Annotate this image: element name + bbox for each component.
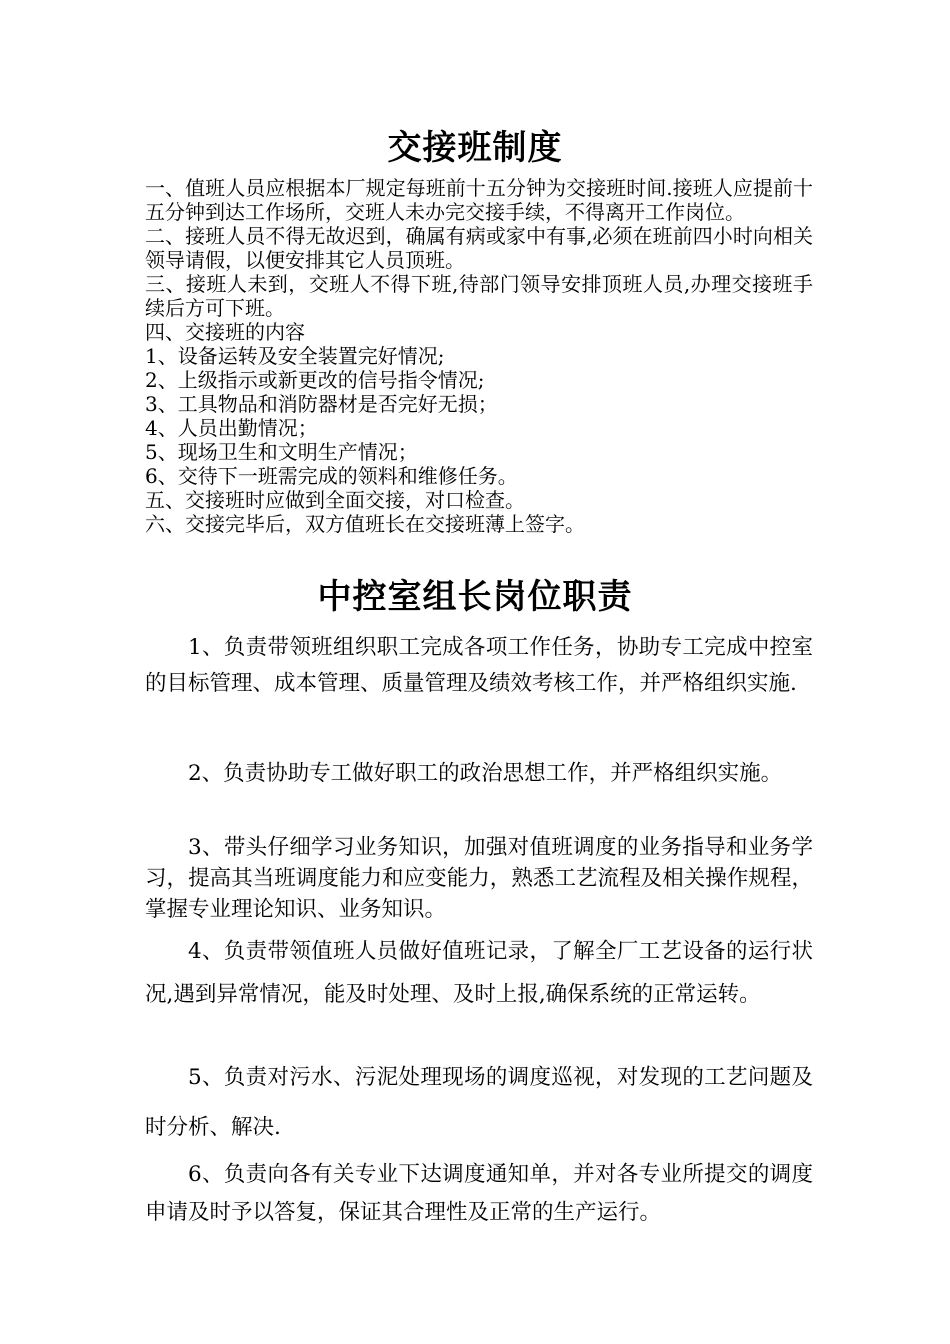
duty-paragraph-4: 4、负责带领值班人员做好值班记录，了解全厂工艺设备的运行状况,遇到异常情况，能及时处理、及时上报,确保系统的正常运转。 [145,939,813,1007]
shift-handover-rules [145,176,813,536]
rule-paragraph: 六、交接完毕后，双方值班长在交接班薄上签字。 [145,512,585,536]
duty-paragraph-5: 5、负责对污水、污泥处理现场的调度巡视，对发现的工艺问题及时分析、解决. [145,1065,813,1140]
rule-list-item: 6、交待下一班需完成的领料和维修任务。 [145,464,518,488]
duty-paragraph-3: 3、带头仔细学习业务知识，加强对值班调度的业务指导和业务学习，提高其当班调度能力和应变能力，熟悉工艺流程及相关操作规程，掌握专业理论知识、业务知识。 [145,835,813,922]
rule-paragraph: 四、交接班的内容 [145,320,305,344]
rule-list-item: 3、工具物品和消防器材是否完好无损； [145,392,498,416]
duty-paragraph-2: 2、负责协助专工做好职工的政治思想工作，并严格组织实施。 [188,761,783,786]
rule-list-item: 4、人员出勤情况； [145,416,318,440]
duty-paragraph-1: 1、负责带领班组织职工完成各项工作任务，协助专工完成中控室的目标管理、成本管理、质量管理及绩效考核工作，并严格组织实施. [145,635,813,696]
rule-paragraph: 五、交接班时应做到全面交接，对口检查。 [145,488,525,512]
shift-handover-title: 交接班制度 [387,128,563,168]
duty-paragraph-6: 6、负责向各有关专业下达调度通知单，并对各专业所提交的调度申请及时予以答复，保证其合理性及正常的生产运行。 [145,1162,813,1225]
rule-paragraph: 二、接班人员不得无故迟到，确属有病或家中有事,必须在班前四小时向相关领导请假，以便安排其它人员顶班。 [145,224,813,272]
rule-list-item: 5、现场卫生和文明生产情况； [145,440,418,464]
team-leader-duties-title: 中控室组长岗位职责 [317,577,633,617]
rule-list-item: 2、上级指示或新更改的信号指令情况; [145,368,485,392]
rule-paragraph: 一、值班人员应根据本厂规定每班前十五分钟为交接班时间.接班人应提前十五分钟到达工作场所，交班人未办完交接手续，不得离开工作岗位。 [145,176,813,224]
rule-list-item: 1、设备运转及安全装置完好情况; [145,344,445,368]
rule-paragraph: 三、接班人未到，交班人不得下班,待部门领导安排顶班人员,办理交接班手续后方可下班。 [145,272,813,320]
